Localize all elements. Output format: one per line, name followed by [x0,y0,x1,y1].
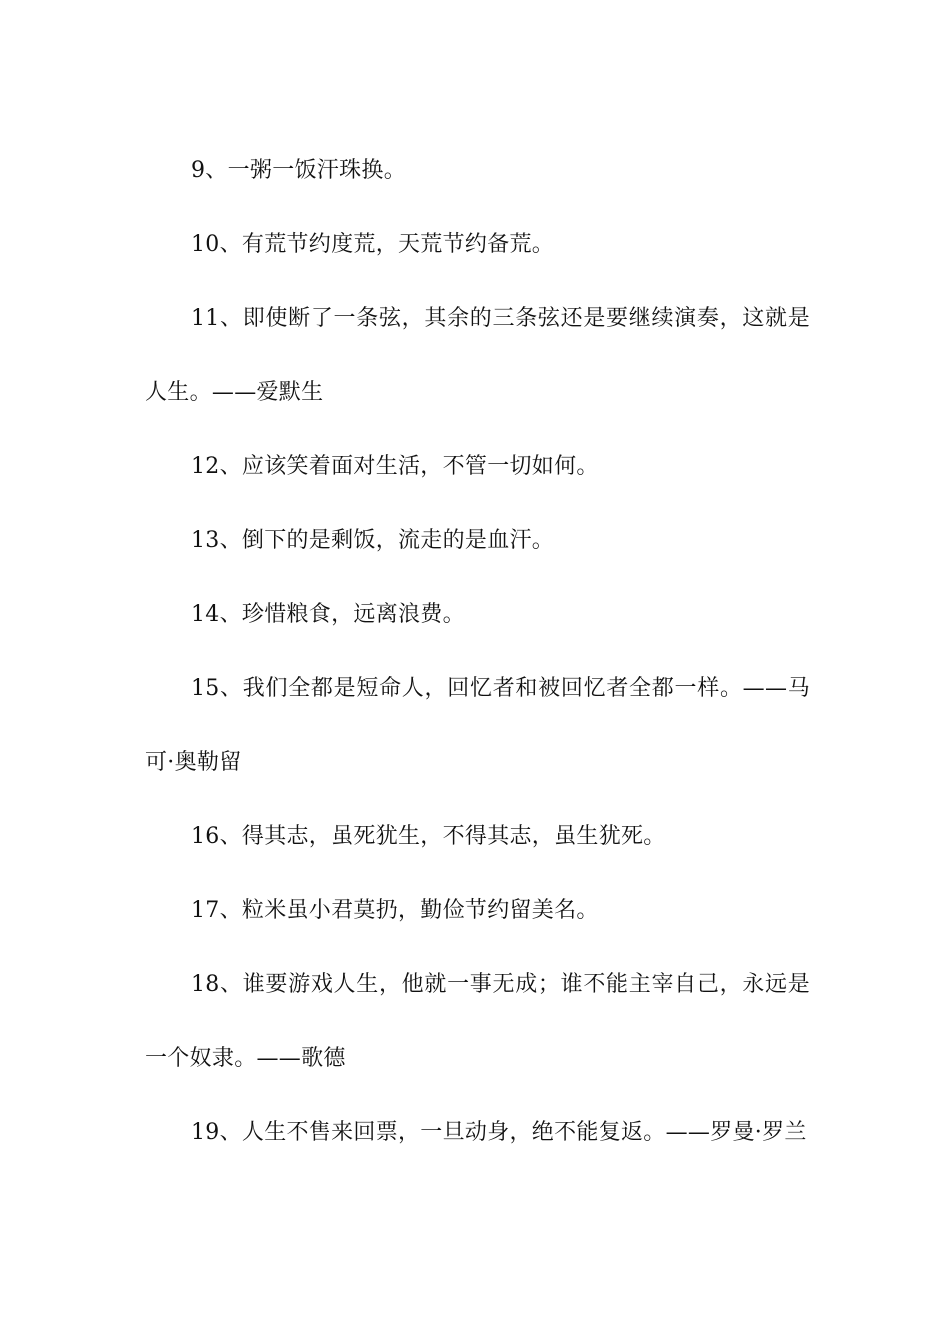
paragraph-17: 17、粒米虽小君莫扔，勤俭节约留美名。 [191,898,599,923]
paragraph-16: 16、得其志，虽死犹生，不得其志，虽生犹死。 [191,824,666,849]
paragraph-14: 14、珍惜粮食，远离浪费。 [191,602,465,627]
document-body [145,134,810,1170]
paragraph-9: 9、一粥一饭汗珠换。 [191,158,406,183]
paragraph-18: 18、谁要游戏人生，他就一事无成；谁不能主宰自己，永远是一个奴隶。——歌德 [145,972,810,1071]
paragraph-19: 19、人生不售来回票，一旦动身，绝不能复返。——罗曼·罗兰 [191,1120,807,1145]
paragraph-11: 11、即使断了一条弦，其余的三条弦还是要继续演奏，这就是人生。——爱默生 [145,306,810,405]
paragraph-10: 10、有荒节约度荒，天荒节约备荒。 [191,232,555,257]
paragraph-12: 12、应该笑着面对生活，不管一切如何。 [191,454,599,479]
paragraph-15: 15、我们全都是短命人，回忆者和被回忆者全都一样。——马可·奥勒留 [145,676,810,775]
paragraph-13: 13、倒下的是剩饭，流走的是血汗。 [191,528,555,553]
